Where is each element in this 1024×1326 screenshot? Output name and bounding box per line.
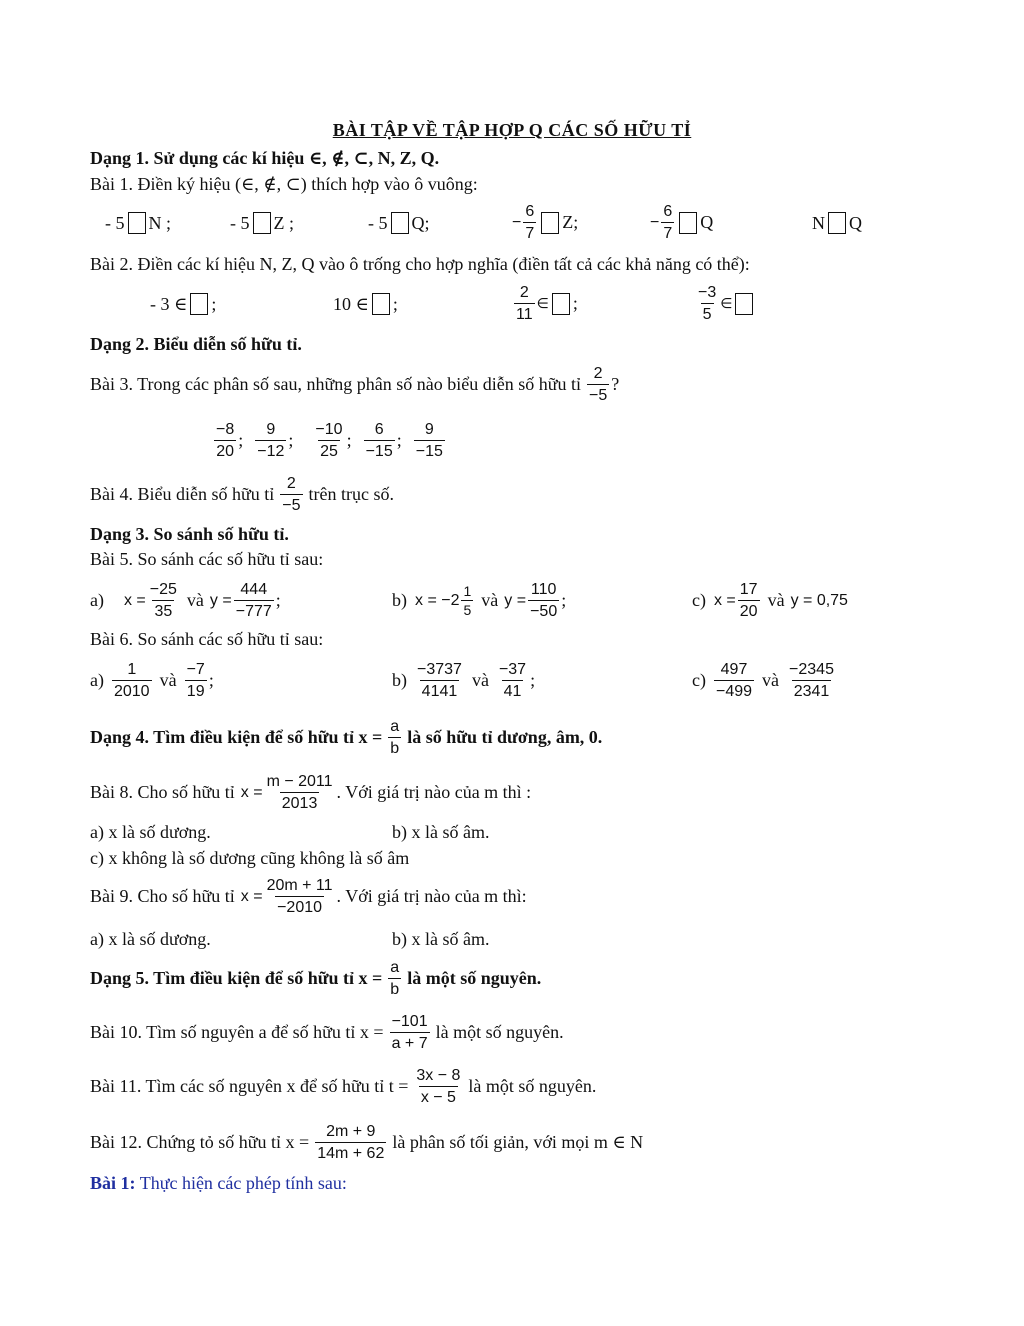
exercise-12-text: Bài 12. Chứng tỏ số hữu tỉ x = [90, 1132, 310, 1152]
item-prefix: - 5 [105, 212, 125, 233]
exercise-5-prompt: Bài 5. So sánh các số hữu tỉ sau: [90, 549, 324, 569]
separator: ; [288, 430, 294, 450]
fraction: $\frac{17}{20}$ [739, 581, 758, 620]
exercise-12-prompt [90, 1122, 643, 1163]
fraction: $\frac{-101}{a + 7}$ [391, 1013, 428, 1052]
exercise-5-item-c [692, 580, 848, 621]
item-label: c) [692, 670, 706, 690]
answer-box[interactable] [190, 293, 208, 315]
fraction: $\frac{9}{-12}$ [257, 421, 285, 460]
item-prefix: 10 ∈ [333, 293, 369, 314]
exercise-8-prompt [90, 772, 531, 813]
exercise-1-item-b [230, 212, 294, 234]
section-suffix: là số hữu tỉ dương, âm, 0. [407, 727, 603, 747]
fraction: $\frac{1}{5}$ [463, 583, 472, 618]
separator: ; [530, 670, 536, 690]
fraction: $\frac{20m + 11}{-2010}$ [266, 877, 333, 916]
exercise-6-prompt: Bài 6. So sánh các số hữu tỉ sau: [90, 629, 324, 649]
exercise-4-suffix: trên trục số. [308, 484, 394, 504]
exercise-1-prompt: Bài 1. Điền ký hiệu (∈, ∉, ⊂) thích hợp vào ô vuông: [90, 174, 478, 194]
fraction: $\frac{444}{-777}$ [235, 581, 272, 620]
exercise-2-item-b [333, 293, 398, 315]
section-dang-5 [90, 958, 541, 999]
item-prefix: N [812, 212, 825, 233]
exercise-11-text: Bài 11. Tìm các số nguyên x để số hữu tỉ t = [90, 1076, 409, 1096]
exercise-9-text: Bài 9. Cho số hữu tỉ [90, 886, 235, 906]
exercise-10-suffix: là một số nguyên. [435, 1022, 564, 1042]
fraction: $\frac{2m + 9}{14m + 62}$ [317, 1123, 385, 1162]
item-label: a) [90, 590, 104, 610]
minus-sign: − [650, 213, 660, 231]
math-expression: y = [209, 591, 232, 609]
exercise-2-prompt: Bài 2. Điền các kí hiệu N, Z, Q vào ô trống cho hợp nghĩa (điền tất cả các khả năng có thể): [90, 254, 750, 274]
math-expression: x = −2 [415, 591, 460, 609]
fraction: $\frac{-37}{41}$ [498, 661, 527, 700]
exercise-8-option-b: b) x là số âm. [392, 822, 490, 842]
section-text: Dạng 5. Tìm điều kiện để số hữu tỉ x = [90, 968, 383, 988]
fraction: $\frac{2}{-5}$ [282, 475, 301, 514]
exercise-3-text: Bài 3. Trong các phân số sau, những phân số nào biểu diễn số hữu tỉ [90, 374, 581, 394]
separator: ; [275, 590, 281, 610]
item-suffix: Z ; [273, 212, 294, 233]
exercise-10-prompt [90, 1012, 564, 1053]
exercise-9-prompt [90, 876, 527, 917]
minus-sign: − [512, 213, 522, 231]
exercise-6-item-b [392, 660, 535, 701]
conjunction: và [762, 670, 780, 690]
answer-box[interactable] [679, 212, 697, 234]
item-suffix: ; [392, 293, 398, 314]
math-expression: x = [123, 591, 146, 609]
exercise-9-option-a: a) x là số dương. [90, 929, 211, 949]
section-suffix: là một số nguyên. [407, 968, 542, 988]
math-expression: y = [504, 591, 527, 609]
answer-box[interactable] [128, 212, 146, 234]
item-suffix: Q; [411, 212, 430, 233]
item-prefix: - 3 ∈ [150, 293, 188, 314]
exercise-1-item-d [512, 202, 578, 243]
element-of-symbol: ∈ [720, 295, 733, 311]
fraction: $\frac{2}{-5}$ [588, 365, 608, 404]
item-prefix: - 5 [230, 212, 250, 233]
fraction: $\frac{1}{2010}$ [113, 661, 150, 700]
fraction: $\frac{110}{-50}$ [530, 581, 558, 620]
section-dang-2: Dạng 2. Biểu diễn số hữu tỉ. [90, 334, 302, 354]
exercise-8-suffix: . Với giá trị nào của m thì : [336, 782, 532, 802]
separator: ; [208, 670, 214, 690]
fraction: $\frac{6}{7}$ [663, 203, 673, 242]
exercise-8-option-c: c) x không là số dương cũng không là số âm [90, 848, 410, 868]
math-expression: x = [240, 887, 263, 905]
separator: ; [561, 590, 567, 610]
conjunction: và [767, 590, 785, 610]
exercise-6-item-a [90, 660, 214, 701]
fraction: $\frac{6}{7}$ [525, 203, 535, 242]
fraction: $\frac{-8}{20}$ [216, 421, 235, 460]
fraction: $\frac{497}{-499}$ [715, 661, 753, 700]
exercise-9-suffix: . Với giá trị nào của m thì: [336, 886, 527, 906]
exercise-10-text: Bài 10. Tìm số nguyên a để số hữu tỉ x = [90, 1022, 384, 1042]
exercise-5-item-a [90, 580, 281, 621]
fraction: $\frac{a}{b}$ [390, 718, 400, 757]
answer-box[interactable] [253, 212, 271, 234]
fraction: $\frac{a}{b}$ [390, 959, 400, 998]
exercise-8-option-a: a) x là số dương. [90, 822, 211, 842]
section-dang-4 [90, 717, 602, 758]
fraction: $\frac{6}{-15}$ [365, 421, 393, 460]
next-exercise-label: Bài 1: [90, 1173, 136, 1193]
separator: ; [238, 430, 244, 450]
fraction: $\frac{-10}{25}$ [315, 421, 343, 460]
item-suffix: N ; [148, 212, 171, 233]
exercise-5-item-b [392, 580, 566, 621]
exercise-2-item-d [694, 283, 756, 324]
conjunction: và [186, 590, 204, 610]
exercise-9-option-b: b) x là số âm. [392, 929, 490, 949]
exercise-4-prompt [90, 474, 394, 515]
section-text: Dạng 4. Tìm điều kiện để số hữu tỉ x = [90, 727, 383, 747]
element-of-symbol: ∈ [536, 295, 549, 311]
conjunction: và [471, 670, 489, 690]
answer-box[interactable] [391, 212, 409, 234]
fraction: $\frac{-2345}{2341}$ [789, 661, 834, 700]
item-label: b) [392, 590, 407, 610]
separator: ; [346, 430, 352, 450]
section-dang-1: Dạng 1. Sử dụng các kí hiệu ∈, ∉, ⊂, N, Z, Q. [90, 148, 440, 168]
exercise-6-item-c [692, 660, 838, 701]
question-mark: ? [611, 374, 620, 394]
item-label: c) [692, 590, 706, 610]
separator: ; [396, 430, 402, 450]
item-suffix: Q [700, 212, 714, 232]
math-expression: x = [240, 783, 263, 801]
exercise-3-fraction-list [212, 420, 447, 461]
item-suffix: Q [849, 212, 862, 233]
conjunction: và [159, 670, 177, 690]
exercise-8-text: Bài 8. Cho số hữu tỉ [90, 782, 235, 802]
next-exercise-text: Thực hiện các phép tính sau: [139, 1173, 347, 1193]
answer-box[interactable] [735, 293, 753, 315]
exercise-4-text: Bài 4. Biểu diễn số hữu tỉ [90, 484, 275, 504]
conjunction: và [481, 590, 499, 610]
fraction: $\frac{3x - 8}{x - 5}$ [416, 1067, 461, 1106]
next-exercise-heading [90, 1173, 347, 1194]
item-prefix: - 5 [368, 212, 388, 233]
item-label: a) [90, 670, 104, 690]
exercise-2-item-a [150, 293, 216, 315]
exercise-12-suffix: là phân số tối giản, với mọi m ∈ N [392, 1132, 644, 1152]
fraction: $\frac{2}{11}$ [516, 284, 533, 323]
fraction: $\frac{9}{-15}$ [415, 421, 443, 460]
answer-box[interactable] [541, 212, 559, 234]
answer-box[interactable] [372, 293, 390, 315]
answer-box[interactable] [552, 293, 570, 315]
item-suffix: ; [572, 293, 578, 313]
answer-box[interactable] [828, 212, 846, 234]
exercise-11-suffix: là một số nguyên. [468, 1076, 597, 1096]
fraction: $\frac{m - 2011}{2013}$ [266, 773, 333, 812]
section-dang-3: Dạng 3. So sánh số hữu tỉ. [90, 524, 289, 544]
exercise-3-prompt [90, 364, 619, 405]
page-title: BÀI TẬP VỀ TẬP HỢP Q CÁC SỐ HỮU TỈ [332, 120, 692, 140]
exercise-1-item-e [650, 202, 713, 243]
item-suffix: Z; [562, 212, 579, 232]
fraction: $\frac{-7}{19}$ [186, 661, 205, 700]
fraction: $\frac{-25}{35}$ [149, 581, 177, 620]
exercise-1-item-c [368, 212, 430, 234]
item-label: b) [392, 670, 407, 690]
fraction: $\frac{-3}{5}$ [698, 284, 717, 323]
math-expression: x = [713, 591, 736, 609]
exercise-2-item-c [512, 283, 578, 324]
item-suffix: ; [211, 293, 217, 314]
exercise-1-item-f [812, 212, 862, 234]
exercise-1-item-a [105, 212, 171, 234]
fraction: $\frac{-3737}{4141}$ [417, 661, 462, 700]
exercise-11-prompt [90, 1066, 596, 1107]
math-expression: y = 0,75 [790, 591, 848, 609]
